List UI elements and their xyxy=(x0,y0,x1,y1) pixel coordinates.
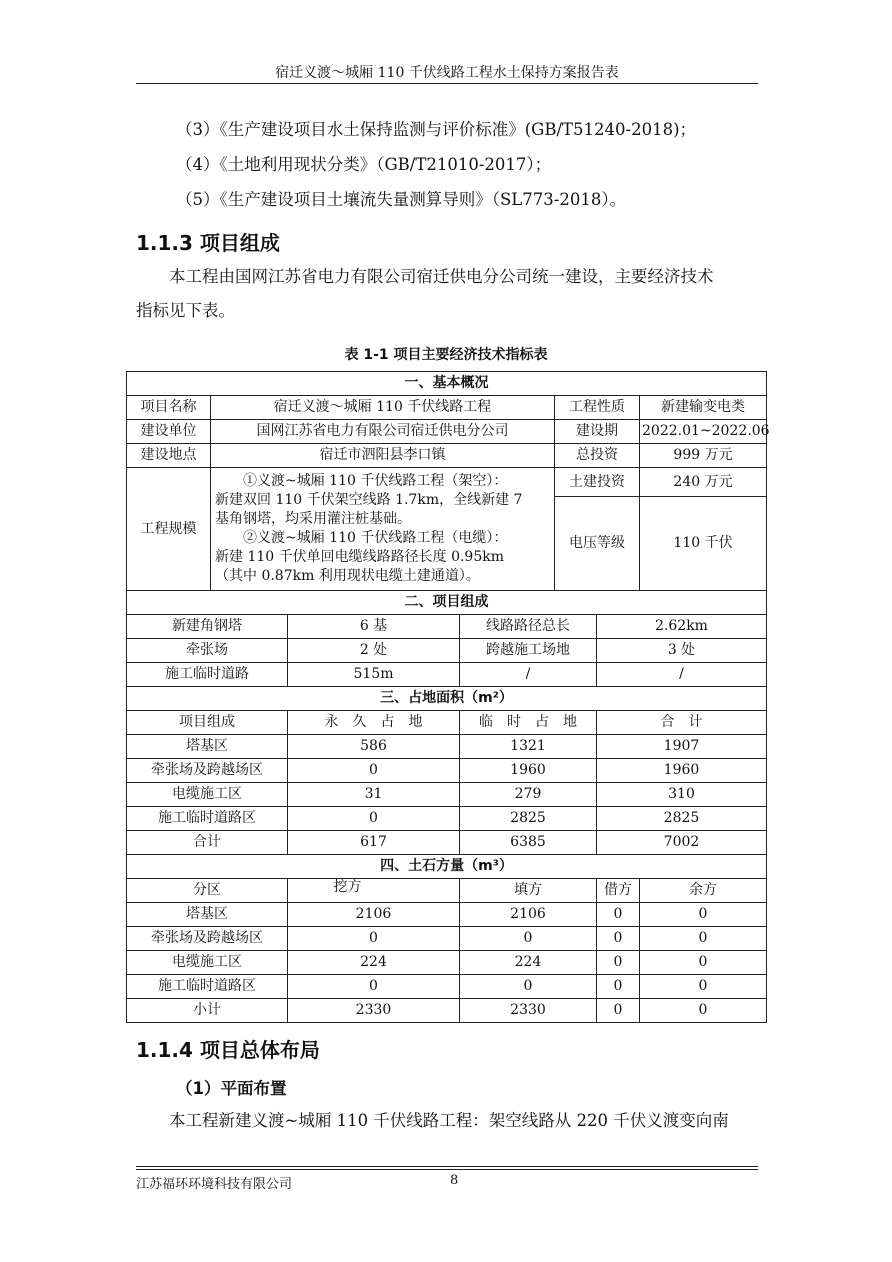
table-row xyxy=(127,639,767,663)
reference-item: （4）《土地利用现状分类》（GB/T21010-2017）； xyxy=(176,155,552,174)
header-cell: 永 久 占 地 xyxy=(288,711,460,735)
cell: 279 xyxy=(460,783,597,807)
intro-line-1: 本工程由国网江苏省电力有限公司宿迁供电分公司统一建设，主要经济技术 xyxy=(169,267,714,286)
table-row xyxy=(127,444,767,468)
cell: 塔基区 xyxy=(127,903,288,927)
section-row xyxy=(127,687,767,711)
header-cell: 临 时 占 地 xyxy=(460,711,597,735)
table-row xyxy=(127,735,767,759)
cell: 617 xyxy=(288,831,460,855)
table-row xyxy=(127,831,767,855)
cell: 6385 xyxy=(460,831,597,855)
section-heading-1-1-4: 1.1.4 项目总体布局 xyxy=(136,1038,320,1062)
cell: 线路路径总长 xyxy=(460,615,597,639)
table-caption: 表 1-1 项目主要经济技术指标表 xyxy=(344,347,548,363)
header-rule xyxy=(136,83,758,84)
cell: 2825 xyxy=(597,807,767,831)
cell: 2825 xyxy=(460,807,597,831)
cell: / xyxy=(460,663,597,687)
label-cell: 工程规模 xyxy=(127,468,211,591)
footer-rule xyxy=(136,1166,758,1167)
scale-line: ②义渡~城厢 110 千伏线路工程（电缆）： xyxy=(215,530,508,546)
footer-company: 江苏福环环境科技有限公司 xyxy=(136,1177,293,1192)
cell: 0 xyxy=(288,927,460,951)
subheading-layout: （1）平面布置 xyxy=(176,1079,287,1098)
footer-rule-2 xyxy=(136,1169,758,1170)
label-cell: 建设地点 xyxy=(127,444,211,468)
table-row xyxy=(127,711,767,735)
label-cell: 建设单位 xyxy=(127,420,211,444)
value-cell: 240 万元 xyxy=(640,468,767,497)
table-row xyxy=(127,999,767,1023)
cell: 0 xyxy=(640,927,767,951)
section-row xyxy=(127,591,767,615)
cell: 6 基 xyxy=(288,615,460,639)
cell: 2106 xyxy=(288,903,460,927)
cell: 7002 xyxy=(597,831,767,855)
intro-line-2: 指标见下表。 xyxy=(136,301,235,320)
scale-line: （其中 0.87km 利用现状电缆土建通道）。 xyxy=(215,568,480,584)
cell: 施工临时道路 xyxy=(127,663,288,687)
header-cell: 分区 xyxy=(127,879,288,903)
label-cell: 土建投资 xyxy=(555,468,640,497)
cell: 塔基区 xyxy=(127,735,288,759)
cell: 0 xyxy=(597,999,640,1023)
table-row xyxy=(127,807,767,831)
cell: 牵张场及跨越场区 xyxy=(127,759,288,783)
label-cell: 总投资 xyxy=(555,444,640,468)
section-row xyxy=(127,855,767,879)
scale-line: ①义渡~城厢 110 千伏线路工程（架空）： xyxy=(215,473,508,489)
cell: 合计 xyxy=(127,831,288,855)
cell: 310 xyxy=(597,783,767,807)
indicator-table xyxy=(126,371,770,1023)
value-cell: 999 万元 xyxy=(640,444,767,468)
cell: 1960 xyxy=(460,759,597,783)
value-cell: 新建输变电类 xyxy=(640,396,767,420)
value-cell: 宿迁市泗阳县李口镇 xyxy=(211,444,555,468)
value-cell: 国网江苏省电力有限公司宿迁供电分公司 xyxy=(211,420,555,444)
cell: / xyxy=(597,663,767,687)
table-row xyxy=(127,615,767,639)
cell: 0 xyxy=(640,999,767,1023)
cell: 1321 xyxy=(460,735,597,759)
cell: 1907 xyxy=(597,735,767,759)
table-row xyxy=(127,396,767,420)
page-number: 8 xyxy=(450,1173,459,1188)
cell: 新建角钢塔 xyxy=(127,615,288,639)
layout-paragraph: 本工程新建义渡~城厢 110 千伏线路工程：架空线路从 220 千伏义渡变向南 xyxy=(169,1111,729,1130)
label-cell: 工程性质 xyxy=(555,396,640,420)
cell: 小计 xyxy=(127,999,288,1023)
label-cell: 电压等级 xyxy=(555,497,640,591)
section-heading-1-1-3: 1.1.3 项目组成 xyxy=(136,231,280,255)
reference-item: （5）《生产建设项目土壤流失量测算导则》（SL773-2018）。 xyxy=(176,190,627,209)
scale-description xyxy=(211,468,555,591)
table-row xyxy=(127,903,767,927)
scale-line: 新建双回 110 千伏架空线路 1.7km，全线新建 7 xyxy=(215,492,523,508)
label-cell: 建设期 xyxy=(555,420,640,444)
cell: 2106 xyxy=(460,903,597,927)
cell: 施工临时道路区 xyxy=(127,975,288,999)
table-row xyxy=(127,927,767,951)
header-cell: 合 计 xyxy=(597,711,767,735)
cell: 0 xyxy=(460,975,597,999)
section-title-land-area: 三、占地面积（m²） xyxy=(127,687,767,711)
cell: 2330 xyxy=(460,999,597,1023)
section-title-composition: 二、项目组成 xyxy=(127,591,767,615)
table-row xyxy=(127,759,767,783)
cell: 牵张场 xyxy=(127,639,288,663)
intro-paragraph xyxy=(136,264,758,324)
cell: 0 xyxy=(597,927,640,951)
section-row xyxy=(127,372,767,396)
value-cell: 2022.01~2022.06 xyxy=(640,420,767,444)
cell: 2 处 xyxy=(288,639,460,663)
table-row xyxy=(127,951,767,975)
cell: 0 xyxy=(640,903,767,927)
cell: 586 xyxy=(288,735,460,759)
cell: 0 xyxy=(597,951,640,975)
scale-line: 新建 110 千伏单回电缆线路路径长度 0.95km xyxy=(215,549,505,565)
cell: 224 xyxy=(288,951,460,975)
cell: 0 xyxy=(288,975,460,999)
cell: 0 xyxy=(288,807,460,831)
header-pair xyxy=(288,879,460,903)
table-row xyxy=(127,975,767,999)
table-row xyxy=(127,663,767,687)
value-cell: 110 千伏 xyxy=(640,497,767,591)
cell: 0 xyxy=(597,975,640,999)
cell: 2.62km xyxy=(597,615,767,639)
cell: 2330 xyxy=(288,999,460,1023)
value-cell: 宿迁义渡～城厢 110 千伏线路工程 xyxy=(211,396,555,420)
table-row xyxy=(127,879,767,903)
cell: 31 xyxy=(288,783,460,807)
page-header-title: 宿迁义渡～城厢 110 千伏线路工程水土保持方案报告表 xyxy=(275,65,619,81)
header-cell: 填方 xyxy=(460,879,597,903)
cell: 电缆施工区 xyxy=(127,783,288,807)
cell: 0 xyxy=(460,927,597,951)
cell: 224 xyxy=(460,951,597,975)
cell: 施工临时道路区 xyxy=(127,807,288,831)
table-row xyxy=(127,420,767,444)
table-row xyxy=(127,468,767,497)
header-cell: 项目组成 xyxy=(127,711,288,735)
table-row xyxy=(127,783,767,807)
scale-line: 基角钢塔，均采用灌注桩基础。 xyxy=(215,511,411,527)
cell: 牵张场及跨越场区 xyxy=(127,927,288,951)
cell: 电缆施工区 xyxy=(127,951,288,975)
header-cell: 余方 xyxy=(640,879,767,903)
cell: 跨越施工场地 xyxy=(460,639,597,663)
reference-item: （3）《生产建设项目水土保持监测与评价标准》(GB/T51240-2018)； xyxy=(176,120,697,139)
cell: 515m xyxy=(288,663,460,687)
cell: 0 xyxy=(288,759,460,783)
cell: 0 xyxy=(640,975,767,999)
header-cell: 借方 xyxy=(597,879,640,903)
header-cell: 挖方 xyxy=(333,879,362,895)
section-title-earthwork: 四、土石方量（m³） xyxy=(127,855,767,879)
cell: 0 xyxy=(640,951,767,975)
section-title-basic: 一、基本概况 xyxy=(127,372,767,396)
cell: 3 处 xyxy=(597,639,767,663)
label-cell: 项目名称 xyxy=(127,396,211,420)
cell: 0 xyxy=(597,903,640,927)
cell: 1960 xyxy=(597,759,767,783)
